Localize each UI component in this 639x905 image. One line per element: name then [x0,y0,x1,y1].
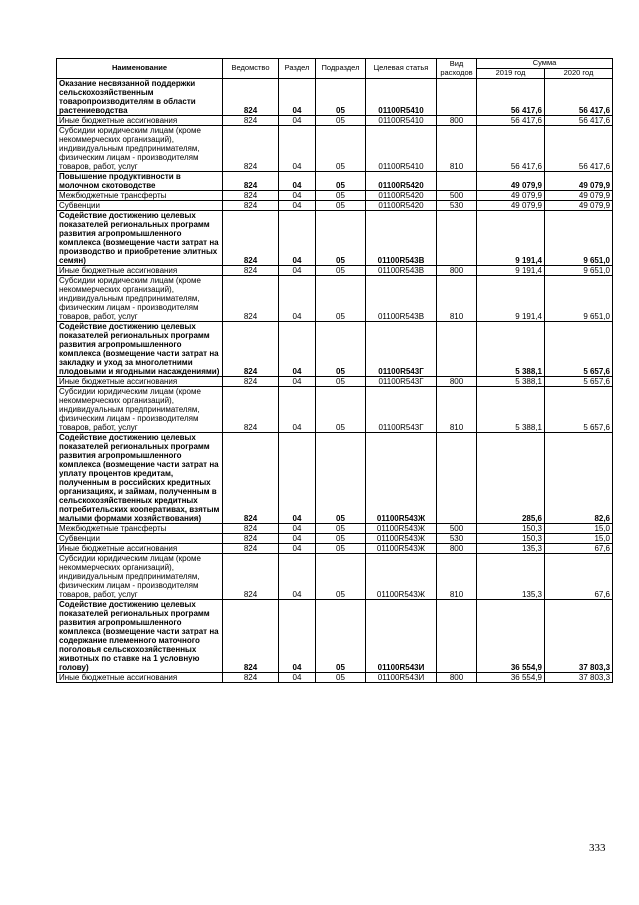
cell-name: Содействие достижению целевых показателей региональных программ развития агропромышленного комплекса (возмещение части затрат на содержание племенного маточного поголовья сельскохозяйственных животных по ставке на 1 условную голову) [57,600,223,673]
cell-razdel: 04 [279,377,316,387]
cell-name: Субсидии юридическим лицам (кроме некоммерческих организаций), индивидуальным предпринимателям, физическим лицам - производителям товаров, работ, услуг [57,126,223,172]
cell-vedomstvo: 824 [223,211,279,266]
cell-razdel: 04 [279,191,316,201]
cell-razdel: 04 [279,534,316,544]
cell-celevaya: 01100R543В [366,266,437,276]
cell-vid: 810 [437,276,477,322]
table-row [57,534,613,544]
cell-podrazdel: 05 [316,126,366,172]
cell-vid: 530 [437,534,477,544]
cell-podrazdel: 05 [316,524,366,534]
header-2020: 2020 год [545,69,613,79]
cell-razdel: 04 [279,79,316,116]
table-row [57,266,613,276]
cell-podrazdel: 05 [316,172,366,191]
table-row [57,201,613,211]
cell-2020: 56 417,6 [545,126,613,172]
table-row [57,673,613,683]
cell-2019: 56 417,6 [477,126,545,172]
cell-razdel: 04 [279,116,316,126]
cell-name: Содействие достижению целевых показателей региональных программ развития агропромышленного комплекса (возмещение части затрат на производство и приобретение элитных семян) [57,211,223,266]
cell-2019: 5 388,1 [477,377,545,387]
cell-2020: 82,6 [545,433,613,524]
cell-razdel: 04 [279,387,316,433]
cell-2019: 9 191,4 [477,211,545,266]
cell-name: Субвенции [57,201,223,211]
cell-name: Содействие достижению целевых показателей региональных программ развития агропромышленного комплекса (возмещение части затрат на закладку и уход за многолетними плодовыми и ягодными насаждениями) [57,322,223,377]
cell-name: Иные бюджетные ассигнования [57,673,223,683]
table-row [57,276,613,322]
header-razdel: Раздел [279,59,316,79]
cell-vedomstvo: 824 [223,377,279,387]
cell-vid: 500 [437,524,477,534]
cell-vedomstvo: 824 [223,322,279,377]
table-row [57,79,613,116]
cell-2020: 49 079,9 [545,172,613,191]
cell-2019: 5 388,1 [477,322,545,377]
cell-celevaya: 01100R5410 [366,79,437,116]
cell-celevaya: 01100R543Ж [366,524,437,534]
table-header-row [57,59,613,69]
cell-name: Иные бюджетные ассигнования [57,266,223,276]
cell-razdel: 04 [279,211,316,266]
cell-celevaya: 01100R5410 [366,116,437,126]
cell-razdel: 04 [279,266,316,276]
cell-2020: 67,6 [545,554,613,600]
cell-vid [437,79,477,116]
cell-podrazdel: 05 [316,276,366,322]
cell-2020: 5 657,6 [545,377,613,387]
cell-2019: 285,6 [477,433,545,524]
cell-vid: 530 [437,201,477,211]
cell-podrazdel: 05 [316,322,366,377]
table-row [57,211,613,266]
table-row [57,433,613,524]
cell-razdel: 04 [279,524,316,534]
table-row [57,322,613,377]
cell-podrazdel: 05 [316,377,366,387]
cell-vedomstvo: 824 [223,201,279,211]
cell-vid: 800 [437,377,477,387]
cell-vedomstvo: 824 [223,276,279,322]
cell-2020: 49 079,9 [545,191,613,201]
cell-vedomstvo: 824 [223,524,279,534]
cell-razdel: 04 [279,544,316,554]
cell-2019: 36 554,9 [477,673,545,683]
cell-name: Содействие достижению целевых показателей региональных программ развития агропромышленного комплекса (возмещение части затрат на уплату процентов кредитам, полученным в российских кредитных организациях, и займам, полученным в сельскохозяйственных кредитных потребительских кооперативах, взятым малыми формами хозяйствования) [57,433,223,524]
cell-razdel: 04 [279,433,316,524]
cell-2019: 49 079,9 [477,201,545,211]
cell-podrazdel: 05 [316,211,366,266]
cell-celevaya: 01100R5420 [366,172,437,191]
cell-razdel: 04 [279,600,316,673]
cell-name: Субсидии юридическим лицам (кроме некоммерческих организаций), индивидуальным предпринимателям, физическим лицам - производителям товаров, работ, услуг [57,554,223,600]
cell-2019: 56 417,6 [477,116,545,126]
cell-vid [437,433,477,524]
cell-vedomstvo: 824 [223,191,279,201]
cell-celevaya: 01100R543И [366,673,437,683]
cell-vid [437,322,477,377]
cell-2020: 9 651,0 [545,266,613,276]
cell-name: Субвенции [57,534,223,544]
cell-vid: 810 [437,554,477,600]
cell-vedomstvo: 824 [223,554,279,600]
header-name: Наименование [57,59,223,79]
cell-podrazdel: 05 [316,534,366,544]
cell-celevaya: 01100R543Ж [366,534,437,544]
cell-2020: 56 417,6 [545,116,613,126]
table-row [57,191,613,201]
table-row [57,387,613,433]
cell-podrazdel: 05 [316,673,366,683]
cell-vedomstvo: 824 [223,266,279,276]
table-row [57,524,613,534]
cell-podrazdel: 05 [316,387,366,433]
cell-name: Оказание несвязанной поддержки сельскохозяйственным товаропроизводителям в области растениеводства [57,79,223,116]
cell-2019: 135,3 [477,554,545,600]
cell-razdel: 04 [279,322,316,377]
cell-2019: 9 191,4 [477,276,545,322]
cell-vid: 800 [437,116,477,126]
table-row [57,126,613,172]
cell-2019: 36 554,9 [477,600,545,673]
cell-name: Иные бюджетные ассигнования [57,116,223,126]
table-row [57,116,613,126]
header-vedomstvo: Ведомство [223,59,279,79]
cell-celevaya: 01100R543Г [366,387,437,433]
cell-2019: 49 079,9 [477,172,545,191]
cell-2019: 49 079,9 [477,191,545,201]
cell-podrazdel: 05 [316,433,366,524]
table-row [57,554,613,600]
cell-podrazdel: 05 [316,116,366,126]
cell-podrazdel: 05 [316,266,366,276]
cell-vedomstvo: 824 [223,600,279,673]
header-2019: 2019 год [477,69,545,79]
cell-vid [437,600,477,673]
cell-podrazdel: 05 [316,79,366,116]
cell-celevaya: 01100R543Ж [366,544,437,554]
cell-razdel: 04 [279,276,316,322]
cell-2020: 49 079,9 [545,201,613,211]
page-number: 333 [589,842,606,854]
cell-vid: 800 [437,266,477,276]
header-celevaya: Целевая статья [366,59,437,79]
cell-name: Повышение продуктивности в молочном скотоводстве [57,172,223,191]
cell-vedomstvo: 824 [223,116,279,126]
cell-name: Межбюджетные трансферты [57,191,223,201]
cell-name: Иные бюджетные ассигнования [57,377,223,387]
cell-vid: 800 [437,673,477,683]
cell-podrazdel: 05 [316,201,366,211]
cell-vedomstvo: 824 [223,126,279,172]
table-row [57,600,613,673]
cell-razdel: 04 [279,201,316,211]
cell-vedomstvo: 824 [223,534,279,544]
cell-vedomstvo: 824 [223,387,279,433]
cell-vid [437,172,477,191]
cell-razdel: 04 [279,554,316,600]
table-row [57,377,613,387]
cell-podrazdel: 05 [316,191,366,201]
cell-celevaya: 01100R543Ж [366,554,437,600]
table-body [57,79,613,683]
table-row [57,544,613,554]
cell-vid [437,211,477,266]
cell-celevaya: 01100R543И [366,600,437,673]
cell-name: Субсидии юридическим лицам (кроме некоммерческих организаций), индивидуальным предпринимателям, физическим лицам - производителям товаров, работ, услуг [57,276,223,322]
cell-name: Субсидии юридическим лицам (кроме некоммерческих организаций), индивидуальным предпринимателям, физическим лицам - производителям товаров, работ, услуг [57,387,223,433]
cell-2019: 150,3 [477,524,545,534]
cell-2019: 135,3 [477,544,545,554]
cell-vedomstvo: 824 [223,433,279,524]
header-podrazdel: Подраздел [316,59,366,79]
cell-vedomstvo: 824 [223,79,279,116]
cell-celevaya: 01100R543Ж [366,433,437,524]
cell-vid: 800 [437,544,477,554]
cell-vedomstvo: 824 [223,172,279,191]
cell-2020: 9 651,0 [545,211,613,266]
cell-vid: 810 [437,126,477,172]
cell-razdel: 04 [279,172,316,191]
header-vid: Вид расходов [437,59,477,79]
cell-2019: 150,3 [477,534,545,544]
cell-celevaya: 01100R5410 [366,126,437,172]
cell-2019: 9 191,4 [477,266,545,276]
cell-podrazdel: 05 [316,554,366,600]
table-row [57,172,613,191]
cell-vid: 500 [437,191,477,201]
cell-2020: 9 651,0 [545,276,613,322]
cell-razdel: 04 [279,126,316,172]
cell-2020: 5 657,6 [545,387,613,433]
cell-2019: 5 388,1 [477,387,545,433]
cell-podrazdel: 05 [316,544,366,554]
cell-2019: 56 417,6 [477,79,545,116]
cell-2020: 15,0 [545,534,613,544]
cell-2020: 37 803,3 [545,600,613,673]
budget-table [56,58,613,683]
cell-celevaya: 01100R5420 [366,201,437,211]
cell-2020: 67,6 [545,544,613,554]
cell-celevaya: 01100R5420 [366,191,437,201]
cell-celevaya: 01100R543Г [366,377,437,387]
cell-name: Иные бюджетные ассигнования [57,544,223,554]
cell-celevaya: 01100R543В [366,211,437,266]
header-summa: Сумма [477,59,613,69]
cell-podrazdel: 05 [316,600,366,673]
cell-2020: 37 803,3 [545,673,613,683]
cell-vedomstvo: 824 [223,673,279,683]
cell-vedomstvo: 824 [223,544,279,554]
cell-name: Межбюджетные трансферты [57,524,223,534]
cell-celevaya: 01100R543В [366,276,437,322]
cell-vid: 810 [437,387,477,433]
cell-2020: 15,0 [545,524,613,534]
cell-2020: 56 417,6 [545,79,613,116]
cell-celevaya: 01100R543Г [366,322,437,377]
cell-razdel: 04 [279,673,316,683]
cell-2020: 5 657,6 [545,322,613,377]
